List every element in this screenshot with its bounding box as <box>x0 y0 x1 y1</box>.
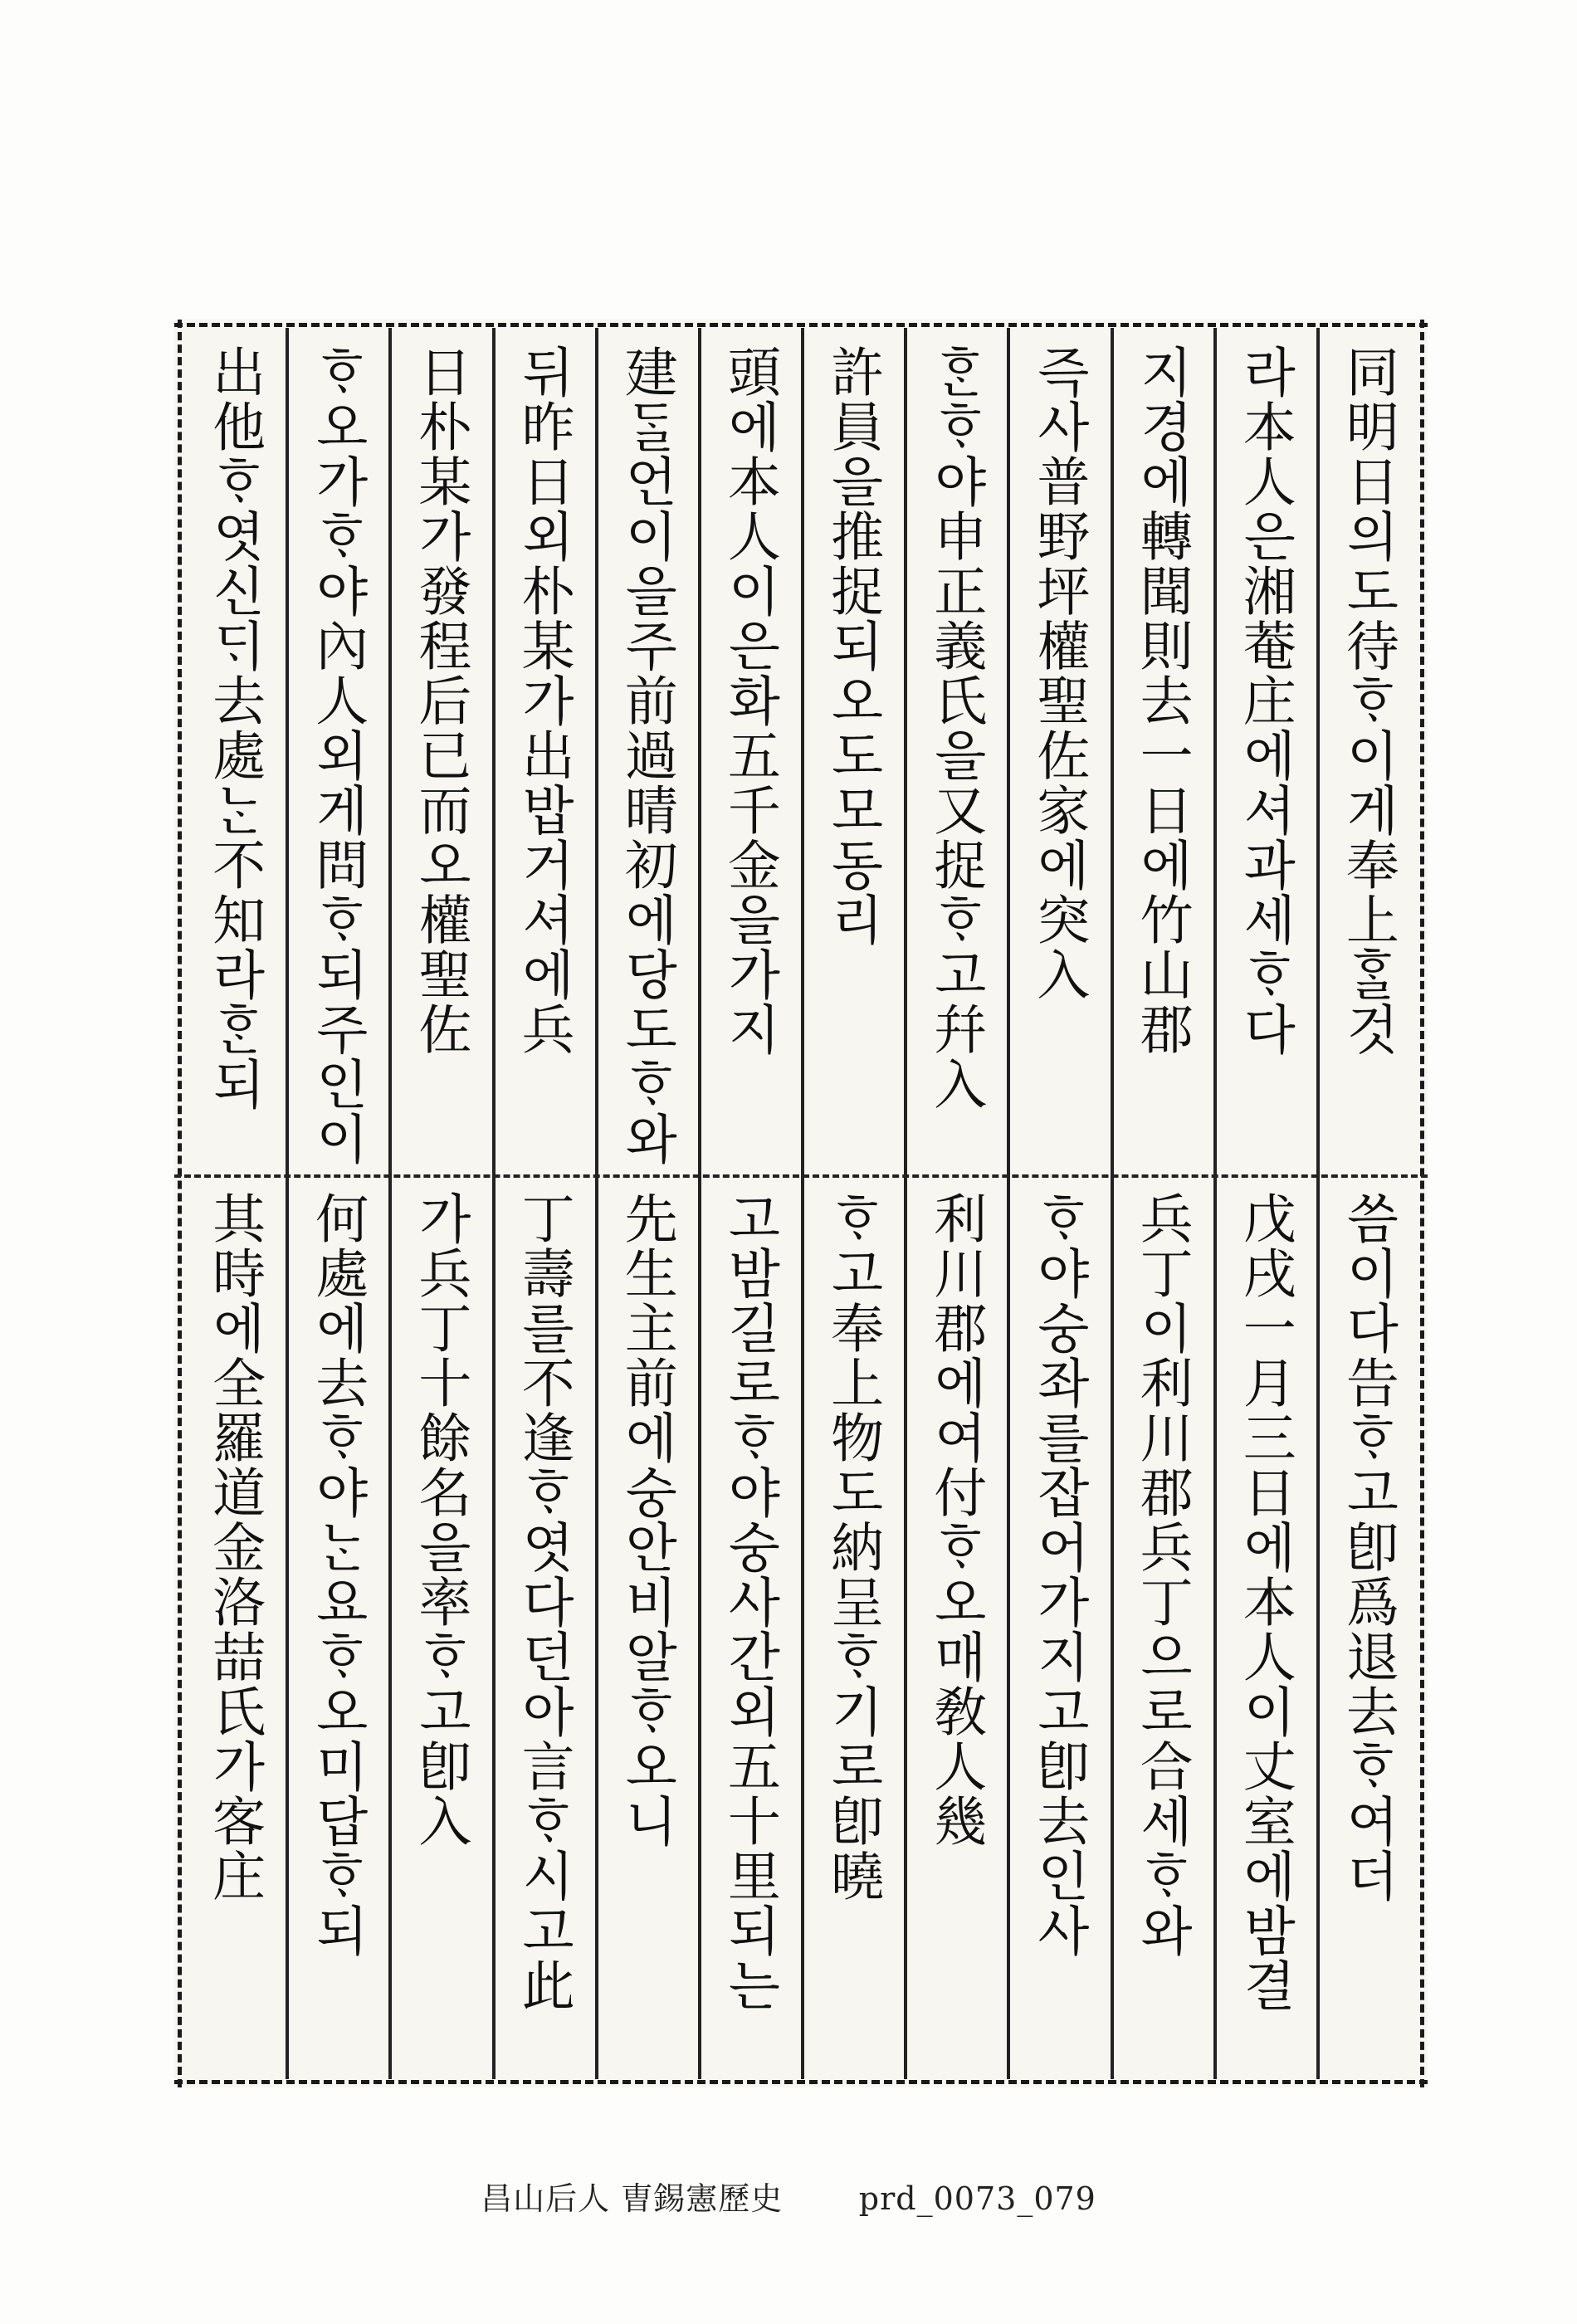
column-12-lower-text: 其時에全羅道金洛喆氏가客庄 <box>203 1191 266 1903</box>
column-11-upper-text: ᄒᆞ오가ᄒᆞ야內人외게問ᄒᆞ되주인이 <box>306 344 369 1166</box>
column-4-upper-text: 즉사普野坪權聖佐家에突入 <box>1028 344 1090 1002</box>
column-10-lower-text: 가兵丁十餘名을率ᄒᆞ고卽入 <box>409 1191 471 1848</box>
column-5-lower-text: 利川郡에여付ᄒᆞ오매敎人幾 <box>925 1191 987 1848</box>
column-1-lower-text: 씀이다告ᄒᆞ고卽爲退去ᄒᆞ여더 <box>1336 1191 1399 1903</box>
column-3-lower-text: 兵丁이利川郡兵丁으로合세ᄒᆞ와 <box>1130 1191 1193 1958</box>
page-caption <box>0 2173 1577 2219</box>
column-4-lower-text: ᄒᆞ야숭좌를잡어가지고卽去인사 <box>1028 1191 1090 1958</box>
column-6-upper-text: 許員을推捉되오도모동리 <box>822 344 884 947</box>
column-10-upper-text: 日朴某가發程后已而오權聖佐 <box>409 344 471 1057</box>
column-5-upper-text: ᄒᆞᆫᄒᆞ야申正義氏을又捉ᄒᆞ고幷入 <box>925 344 987 1111</box>
caption-code: prd_0073_079 <box>858 2180 1096 2217</box>
column-11-lower-text: 何處에去ᄒᆞ야ᄂᆞᆫ요ᄒᆞ오미답ᄒᆞ되 <box>306 1191 369 1958</box>
column-8-lower-text: 先生主前에숭안비알ᄒᆞ오니 <box>615 1191 677 1848</box>
column-7-upper-text: 頭에本人이은화五千金을가지 <box>718 344 780 1057</box>
column-6-lower-text: ᄒᆞ고奉上物도納呈ᄒᆞ기로卽曉 <box>822 1191 884 1903</box>
frame-bottom-border <box>174 2080 1428 2084</box>
column-2-upper-text: 라本人은湘菴庄에셔과세ᄒᆞ다 <box>1233 344 1296 1057</box>
frame-top-border <box>174 323 1428 327</box>
column-9-upper-text: 뒤昨日외朴某가出밥거셔에兵 <box>512 344 574 1057</box>
column-12-upper-text: 出他ᄒᆞ엿신ᄃᆡ去處ᄂᆞᆫ不知라ᄒᆞᆫ되 <box>203 344 266 1111</box>
column-7-lower-text: 고밤길로ᄒᆞ야숭사간외五十里되는 <box>718 1191 780 2013</box>
frame-left-border <box>178 320 182 2087</box>
column-8-upper-text: 建ᄃᆞᆯ언이을주前過晴初에당도ᄒᆞ와 <box>615 344 677 1166</box>
manuscript-scan <box>174 320 1428 2087</box>
column-1-upper-text: 同明日의도待ᄒᆞ이게奉上ᄒᆞᆯ것 <box>1336 344 1399 1057</box>
caption-title: 昌山后人 曺錫憲歷史 <box>481 2180 784 2217</box>
column-9-lower-text: 丁壽를不逢ᄒᆞ엿다던아言ᄒᆞ시고此 <box>512 1191 574 2013</box>
column-3-upper-text: 지경에轉聞則去一日에竹山郡 <box>1130 344 1193 1057</box>
frame-right-border <box>1420 320 1424 2087</box>
column-2-lower-text: 戊戌一月三日에本人이丈室에밤결 <box>1233 1191 1296 2013</box>
